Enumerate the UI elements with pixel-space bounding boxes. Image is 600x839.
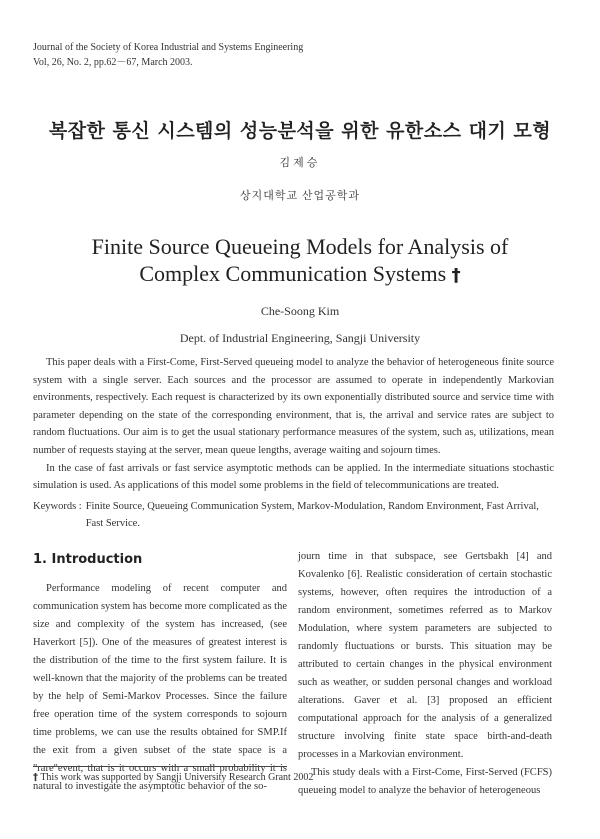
intro-left-paragraph-1: Performance modeling of recent computer and communication system has become more complicated as the size and complexity of the system has increased, (see Haverkort [5]). One of the measures of greatest interest is the distribution of the time to the first system failure. It is well-known that the majority of the problems can be treated by the help of Semi-Markov Processes. Since the failure free operation time of the system corresponds to sojourn time problems, we can use the results obtained for SMP.If the exit from a given subset of the state space is a "rare"event, that is it occurs with a small probability it is natural to investigate the asymptotic behavior of the so- bbox=[33, 583, 287, 792]
intro-right-column bbox=[298, 548, 552, 800]
intro-right-paragraph-1: journ time in that subspace, see Gertsbakh [4] and Kovalenko [6]. Realistic consideration of certain stochastic systems, however, often requires the introduction of a random environment, sometimes referred as to Markov Modulation, where system parameters are subjected to randomly fluctuations or bursts. This situation may be attributed to certain changes in the physical environment such as weather, or sudden personal changes and workload alterations. Gaver et al. [3] proposed an efficient computational approach for the analysis of a generalized structure involving finite state space birth-and-death processes in a Markovian environment. bbox=[298, 551, 552, 760]
dagger-mark: † bbox=[451, 265, 461, 286]
footnote bbox=[33, 772, 313, 783]
keywords-label: Keywords : bbox=[33, 501, 82, 512]
abstract-paragraph-2: In the case of fast arrivals or fast service asymptotic methods can be applied. In the intermediate situations stochastic simulation is used. As applications of this model some problems in the field of telecommunications are treated. bbox=[33, 462, 554, 492]
english-title-line2: Complex Communication Systems bbox=[139, 261, 447, 286]
abstract-paragraph-1: This paper deals with a First-Come, First-Served queueing model to analyze the behavior of heterogeneous finite source system with a single server. Each sources and the processor are assumed to operate in independently Markovian environments, respectively. Each request is characterized by its own exponentially distributed source and service time with parameter depending on the state of the corresponding environment, that is, the arrival and service rates are subject to random fluctuations. Our aim is to get the usual stationary performance measures of the system, such as, utilizations, mean number of requests staying at the server, mean queue lengths, average waiting and sojourn times. bbox=[33, 357, 554, 456]
keywords-text: Finite Source, Queueing Communication System, Markov-Modulation, Random Environment, Fast Arrival, Fast Service. bbox=[85, 501, 539, 529]
intro-left-column bbox=[33, 580, 287, 796]
english-title bbox=[0, 233, 600, 289]
english-affiliation: Dept. of Industrial Engineering, Sangji University bbox=[179, 331, 421, 345]
korean-author: 김제승 bbox=[279, 157, 321, 169]
korean-affiliation: 상지대학교 산업공학과 bbox=[239, 190, 360, 202]
english-author: Che-Soong Kim bbox=[260, 304, 340, 318]
intro-right-paragraph-2: This study deals with a First-Come, First-Served (FCFS) queueing model to analyze the behavior of heterogeneous bbox=[298, 767, 552, 796]
journal-citation bbox=[33, 40, 303, 70]
korean-title: 복잡한 통신 시스템의 성능분석을 위한 유한소스 대기 모형 bbox=[48, 120, 552, 142]
footnote-rule bbox=[33, 766, 287, 767]
english-title-line1: Finite Source Queueing Models for Analysis of bbox=[91, 234, 509, 259]
journal-name: Journal of the Society of Korea Industrial and Systems Engineering bbox=[33, 42, 304, 53]
section-heading: 1. Introduction bbox=[33, 552, 143, 567]
footnote-dagger: † bbox=[33, 772, 38, 783]
keywords bbox=[33, 498, 554, 532]
footnote-text: This work was supported by Sangji University Research Grant 2002 bbox=[40, 772, 314, 783]
abstract bbox=[33, 354, 554, 495]
journal-volume: Vol, 26, No. 2, pp.62－67, March 2003. bbox=[33, 57, 193, 68]
english-title-line2-wrap bbox=[0, 260, 600, 289]
